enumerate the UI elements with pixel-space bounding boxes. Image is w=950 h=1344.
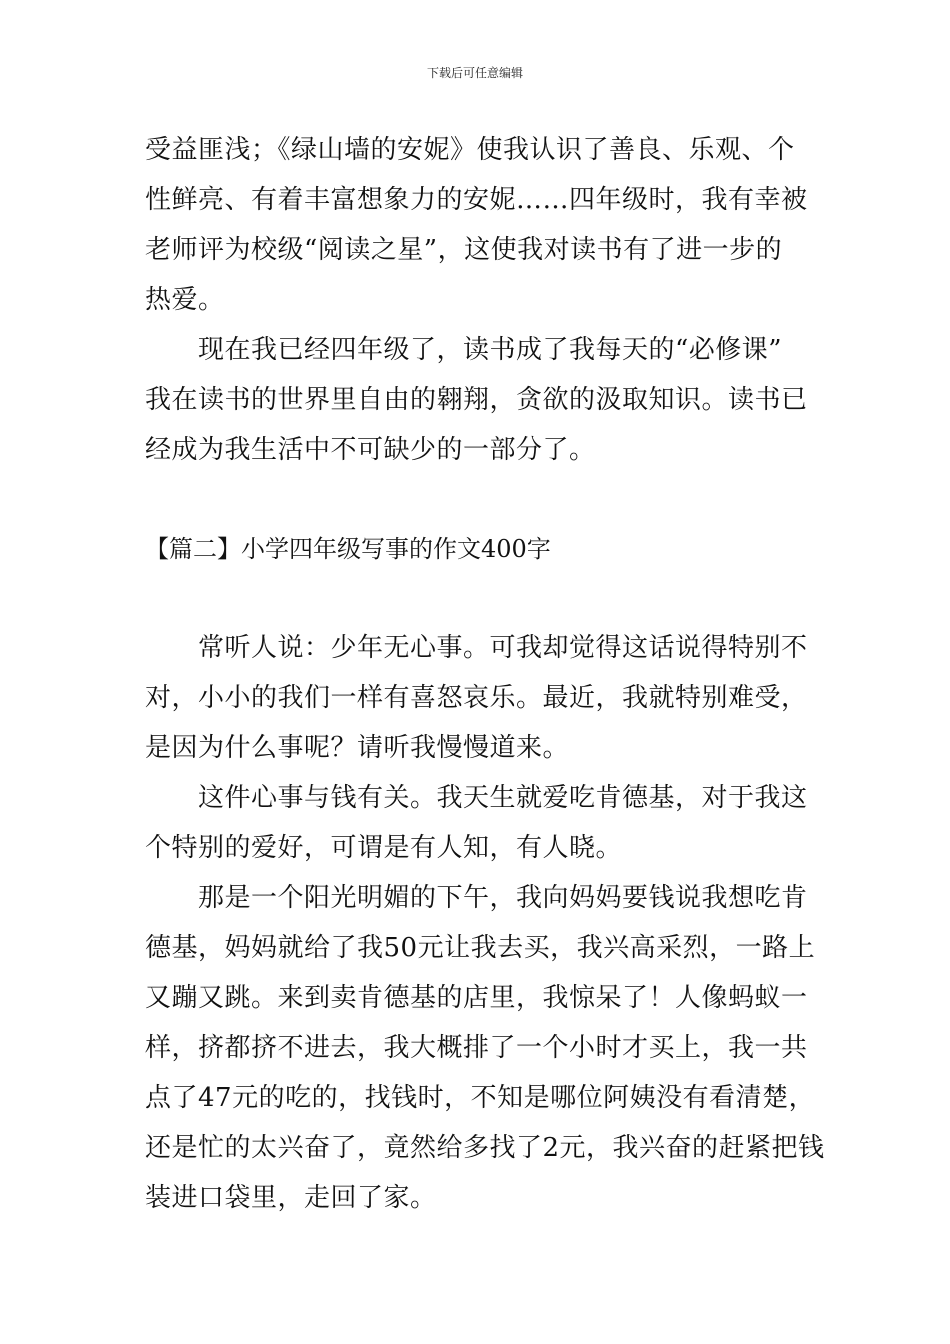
text-line: 我在读书的世界里自由的翱翔，贪欲的汲取知识。读书已: [145, 385, 808, 415]
text-line: 热爱。: [145, 285, 225, 315]
text-line: 样，挤都挤不进去，我大概排了一个小时才买上，我一共: [145, 1033, 808, 1063]
text-line: 受益匪浅；《绿山墙的安妮》使我认识了善良、乐观、个: [145, 135, 795, 165]
text-line: 个特别的爱好，可谓是有人知，有人晓。: [145, 833, 623, 863]
text-line: 是因为什么事呢？请听我慢慢道来。: [145, 733, 570, 763]
text-line: 性鲜亮、有着丰富想象力的安妮……四年级时，我有幸被: [145, 185, 808, 215]
page-header-note: 下载后可任意编辑: [426, 66, 523, 80]
text-line: 点了47元的吃的，找钱时，不知是哪位阿姨没有看清楚，: [145, 1083, 816, 1113]
text-line: 还是忙的太兴奋了，竟然给多找了2元，我兴奋的赶紧把钱: [145, 1133, 825, 1163]
text-line: 对，小小的我们一样有喜怒哀乐。最近，我就特别难受，: [145, 683, 808, 713]
text-line: 装进口袋里，走回了家。: [145, 1183, 437, 1213]
text-line: 经成为我生活中不可缺少的一部分了。: [145, 435, 596, 465]
text-line: 现在我已经四年级了，读书成了我每天的“必修课”: [145, 335, 783, 365]
text-line: 这件心事与钱有关。我天生就爱吃肯德基，对于我这: [145, 783, 808, 813]
text-line: 常听人说：少年无心事。可我却觉得这话说得特别不: [145, 633, 808, 663]
text-line: 又蹦又跳。来到卖肯德基的店里，我惊呆了！人像蚂蚁一: [145, 983, 808, 1013]
text-line: 德基，妈妈就给了我50元让我去买，我兴高采烈，一路上: [145, 933, 816, 963]
text-line: 那是一个阳光明媚的下午，我向妈妈要钱说我想吃肯: [145, 883, 808, 913]
text-line: 老师评为校级“阅读之星”，这使我对读书有了进一步的: [145, 235, 783, 265]
section-heading: 【篇二】小学四年级写事的作文400字: [145, 535, 551, 563]
